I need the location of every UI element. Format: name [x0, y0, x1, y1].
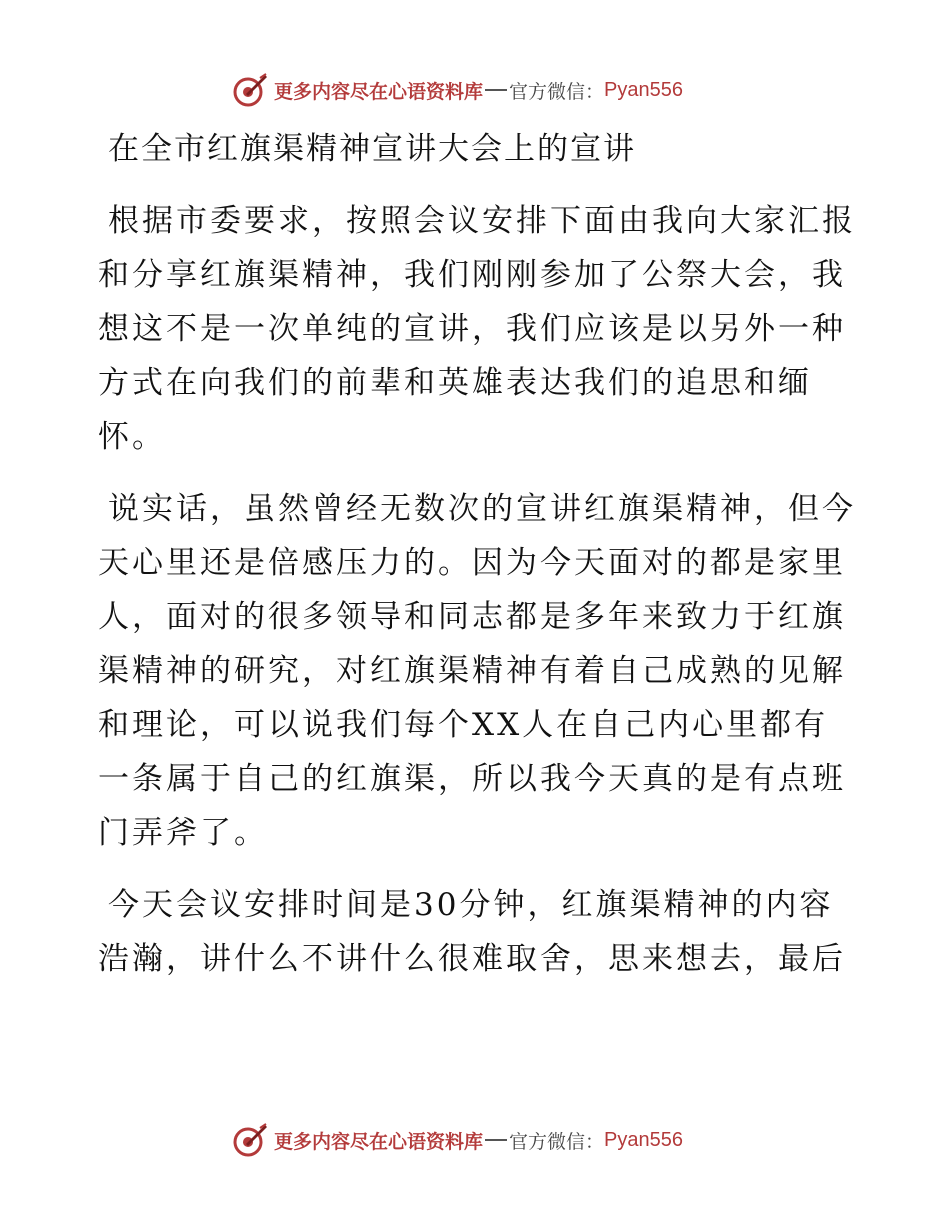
paragraph-3: 今天会议安排时间是30分钟，红旗渠精神的内容浩瀚，讲什么不讲什么很难取舍，思来想去，最后	[98, 887, 846, 977]
paragraph-2: 说实话，虽然曾经无数次的宣讲红旗渠精神，但今天心里还是倍感压力的。因为今天面对的都是家里人，面对的很多领导和同志都是多年来致力于红旗渠精神的研究，对红旗渠精神有着自己成熟的见解和理论，可以说我们每个XX人在自己内心里都有一条属于自己的红旗渠，所以我今天真的是有点班门弄斧了。	[98, 491, 856, 851]
paragraph-1: 根据市委要求，按照会议安排下面由我向大家汇报和分享红旗渠精神，我们刚刚参加了公祭大会，我想这不是一次单纯的宣讲，我们应该是以另外一种方式在向我们的前辈和英雄表达我们的追思和缅怀。	[98, 203, 856, 455]
header-wechat-label: 官方微信：	[509, 80, 605, 103]
footer-brand-text: 更多内容尽在心语资料库	[274, 1130, 484, 1153]
document-body	[98, 122, 858, 986]
quill-pen-logo-icon	[232, 1122, 268, 1158]
header-brand-text: 更多内容尽在心语资料库	[274, 80, 484, 103]
footer-watermark-banner	[232, 1120, 712, 1160]
header-separator	[485, 89, 507, 91]
footer-wechat-label: 官方微信：	[509, 1130, 605, 1153]
header-watermark-banner	[232, 70, 712, 110]
footer-wechat-id: Pyan556	[604, 1128, 683, 1151]
document-title: 在全市红旗渠精神宣讲大会上的宣讲	[108, 131, 636, 167]
header-wechat-id: Pyan556	[604, 78, 683, 101]
quill-pen-logo-icon	[232, 72, 268, 108]
footer-separator	[485, 1139, 507, 1141]
